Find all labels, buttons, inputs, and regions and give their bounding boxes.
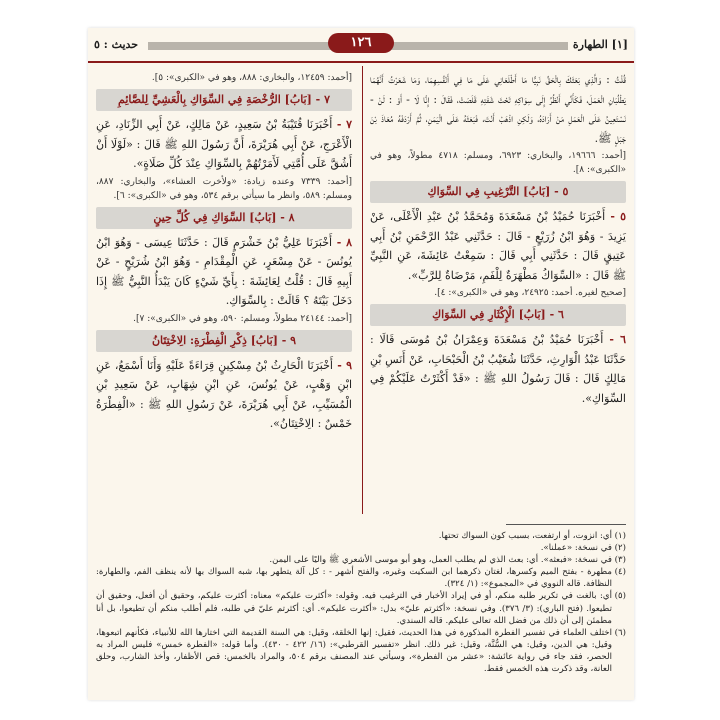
footnote-number: (٥) bbox=[614, 591, 626, 602]
footnote bbox=[96, 627, 626, 675]
continued-text: قُلْتُ : وَالَّذِي بَعَثَكَ بِالْحَقِّ نَبِيًّا مَا أَطْلَعَانِي عَلَى مَا فِي أَنْفُسِهِمَا، وَمَا شَعَرْتُ أَنَّهُمَا يَطْلُبَانِ الْعَمَلَ، فَكَأَنِّي أَنْظُرُ إِلَى سِوَاكِهِ تَحْتَ شَفَتِهِ قَلَصَتْ، فَقَالَ : إِنَّا لَا - أَوْ : لَنْ - نَسْتَعِينُ عَلَى الْعَمَلِ مَنْ أَرَادَهُ، وَلَكِنِ اذْهَبْ أَنْتَ، فَبَعَثَهُ عَلَى الْيَمَنِ، ثُمَّ أَرْدَفَهُ مُعَاذَ بْنَ جَبَلٍ ﷺ. bbox=[370, 73, 626, 145]
hadith-text bbox=[370, 330, 626, 408]
chapter-title: ٦ - [بَابُ] الْإِكْثَارِ فِي السِّوَاكِ bbox=[370, 304, 626, 326]
hadith-number: ٩ - bbox=[333, 358, 353, 372]
hadith-label: حديث : ٥ bbox=[94, 38, 139, 51]
footnote bbox=[96, 530, 626, 542]
footnote-number: (٤) bbox=[614, 567, 626, 578]
footnotes bbox=[96, 530, 626, 675]
hadith-body: أَخْبَرَنَا حُمَيْدُ بْنُ مَسْعَدَةَ وَمُحَمَّدُ بْنُ عَبْدِ الْأَعْلَى، عَنْ يَزِيدَ - وَهُوَ ابْنُ زُرَيْعٍ - قَالَ : حَدَّثَنِي عَبْدُ الرَّحْمَنِ بْنُ أَبِي عَتِيقٍ قَالَ : حَدَّثَنِي أَبِي قَالَ : سَمِعْتُ عَائِشَةَ، عَنِ النَّبِيِّ ﷺ قَالَ : «السِّوَاكُ مَطْهَرَةٌ لِلْفَمِ، مَرْضَاةٌ لِلرَّبِّ». bbox=[370, 210, 626, 282]
chapter-title: ٩ - [بَابُ] ذِكْرِ الْفِطْرَةِ: الِاخْتِتَانُ bbox=[96, 330, 352, 352]
footnote-text: مطهرة - بفتح الميم وكسرها، لغتان ذكرهما ابن السكيت وغيره، والفتح أشهر - : كل آلة يتطهر بها، شبه السواك بها لأنه ينظف الفم، والطهارة: النظافة. قاله النووي في «المجموع»: (١/ ٣٢٤). bbox=[96, 567, 612, 590]
header-rule bbox=[88, 61, 634, 63]
footnote-text: أي: انزوت، أو ارتفعت، بسبب كون السواك تحتها. bbox=[438, 531, 612, 541]
footnote bbox=[96, 566, 626, 590]
footnote-rule bbox=[506, 524, 626, 525]
chapter-heading: [١] الطهارة bbox=[572, 38, 628, 51]
source-reference: [أحمد: ١٢٤٥٩، والبخاري: ٨٨٨، وهو في «الكبرى»: ٥]. bbox=[151, 73, 352, 83]
hadith-number: ٨ - bbox=[332, 235, 352, 249]
footnote-text: في نسخة: «فبعثه». أي: بعث الذي لم يطلب العمل، وهو أبو موسى الأشعري ﷺ واليًا على اليمن. bbox=[269, 555, 612, 566]
hadith-number: ٦ - bbox=[603, 333, 626, 346]
chapter-title: ٥ - [بَابُ] التَّرْغِيبِ فِي السِّوَاكِ bbox=[370, 181, 626, 203]
hadith-body: أَخْبَرَنَا الْحَارِثُ بْنُ مِسْكِينٍ قِرَاءَةً عَلَيْهِ وَأَنَا أَسْمَعُ، عَنِ ابْنِ وَهْبٍ، عَنْ يُونُسَ، عَنِ ابْنِ شِهَابٍ، عَنْ سَعِيدِ بْنِ الْمُسَيِّبِ، عَنْ أَبِي هُرَيْرَةَ، عَنْ رَسُولِ اللهِ ﷺ : «الْفِطْرَةُ خَمْسٌ : الِاخْتِتَانُ». bbox=[96, 358, 352, 430]
footnote-text: اختلف العلماء في تفسير الفطرة المذكورة في هذا الحديث، فقيل: إنها الخلقة، وقيل: هي السنة القديمة التي اختارها الله للأنبياء، فكأنهم اتبعوها، وقيل: هي الدين، وقيل: هي السُّنَّة، وقيل: غير ذلك. انظر «تفسير القرطبي»: (١٦/ ٤٢٢ - ٤٣٠). وأما قوله: «الفطرة خمس» فليس المراد به الحصر، فقد جاء في رواية عائشة: «عشر من الفطرة»، وسيأتي عند المصنف برقم ٥٠٤، والمراد بالخمس: قص الأظفار، وأخذ الشارب، وحلق العانة، وقد ذكرت هذه الخمس فقط. bbox=[96, 627, 612, 675]
hadith-text bbox=[370, 207, 626, 285]
footnote-number: (٢) bbox=[614, 543, 626, 554]
footnote-text: في نسخة: «عملنا». bbox=[540, 543, 612, 554]
hadith-body: أَخْبَرَنَا حُمَيْدُ بْنُ مَسْعَدَةَ وَعِمْرَانُ بْنُ مُوسَى قَالَا : حَدَّثَنَا عَبْدُ الْوَارِثِ، حَدَّثَنَا شُعَيْبُ بْنُ الْحَبْحَابِ، عَنْ أَنَسِ بْنِ مَالِكٍ قَالَ : قَالَ رَسُولُ اللهِ ﷺ : «قَدْ أَكْثَرْتُ عَلَيْكُمْ فِي السِّوَاكِ». bbox=[370, 333, 626, 405]
page-header bbox=[88, 32, 634, 58]
hadith-body: أَخْبَرَنَا عَلِيُّ بْنُ خَشْرَمٍ قَالَ : حَدَّثَنَا عِيسَى - وَهُوَ ابْنُ يُونُسَ - عَنْ مِسْعَرٍ، عَنِ الْمِقْدَامِ - وَهُوَ ابْنُ شُرَيْحٍ - عَنْ أَبِيهِ قَالَ : قُلْتُ لِعَائِشَةَ : بِأَيِّ شَيْءٍ كَانَ يَبْدَأُ النَّبِيُّ ﷺ إِذَا دَخَلَ بَيْتَهُ ؟ قَالَتْ : بِالسِّوَاكِ. bbox=[96, 235, 352, 307]
source-reference: [صحيح لغيره. أحمد: ٢٤٩٢٥، وهو في «الكبرى»: ٤]. bbox=[434, 288, 626, 298]
source-reference: [أحمد: ٧٣٣٩ وعنده زيادة: «ولأخرت العشاء»، والبخاري: ٨٨٧، ومسلم: ٥٨٩، وانظر ما سيأتي برقم ٥٣٤، وهو في «الكبرى»: ٦]. bbox=[96, 176, 352, 201]
chapter-title: ٨ - [بَابُ] السِّوَاكِ فِي كُلِّ حِينٍ bbox=[96, 207, 352, 229]
page-number: ١٢٦ bbox=[328, 33, 394, 53]
book-page bbox=[88, 28, 634, 700]
column-divider bbox=[362, 66, 363, 514]
hadith-text bbox=[96, 356, 352, 434]
footnote bbox=[96, 542, 626, 554]
hadith-text bbox=[96, 233, 352, 311]
hadith-number: ٥ - bbox=[605, 210, 626, 223]
left-column bbox=[96, 70, 352, 434]
hadith-number: ٧ - bbox=[332, 118, 352, 131]
hadith-body: أَخْبَرَنَا قُتَيْبَةُ بْنُ سَعِيدٍ، عَنْ مَالِكٍ، عَنْ أَبِي الزِّنَادِ، عَنِ الْأَعْرَجِ، عَنْ أَبِي هُرَيْرَةَ، أَنَّ رَسُولَ اللهِ ﷺ قَالَ : «لَوْلَا أَنْ أَشُقَّ عَلَى أُمَّتِي لَأَمَرْتُهُمْ بِالسِّوَاكِ عِنْدَ كُلِّ صَلَاةٍ». bbox=[96, 118, 352, 170]
footnote-text: أي: بالغت في تكرير طلبه منكم، أو في إيراد الأخبار في الترغيب فيه. وقوله: «أكثرت عليكم» معناه: أكثرت عليكم، وحقيق أن أفعل، وحقيق أن تطيعوا. (فتح الباري): (٣/ ٣٧٦). وفي نسخة: «أكثرتم عليّ» بدل: «أكثرت عليكم». أي: أكثرتم عليّ في طلبه، فلم أطلب منكم أن تطيعوا، بل أنا مطمئن إلى أن ذلك من فضل الله تعالى عليكم. قاله السندي. bbox=[96, 591, 612, 626]
chapter-title: ٧ - [بَابُ] الرُّخْصَةِ فِي السِّوَاكِ بِالْعَشِيِّ لِلصَّائِمِ bbox=[96, 89, 352, 111]
footnote-number: (٣) bbox=[614, 555, 626, 566]
footnote-number: (٦) bbox=[614, 627, 626, 638]
footnote bbox=[96, 554, 626, 566]
footnote bbox=[96, 590, 626, 626]
hadith-text bbox=[96, 115, 352, 174]
source-reference: [أحمد: ١٩٦٦٦، والبخاري: ٦٩٢٣، ومسلم: ٤٧١٨ مطولاً، وهو في «الكبرى»: ٨]. bbox=[370, 151, 627, 175]
footnote-number: (١) bbox=[614, 531, 626, 541]
right-column bbox=[370, 70, 626, 408]
source-reference: [أحمد: ٢٤١٤٤ مطولاً، ومسلم: ٥٩٠، وهو في «الكبرى»: ٧]. bbox=[133, 313, 352, 324]
